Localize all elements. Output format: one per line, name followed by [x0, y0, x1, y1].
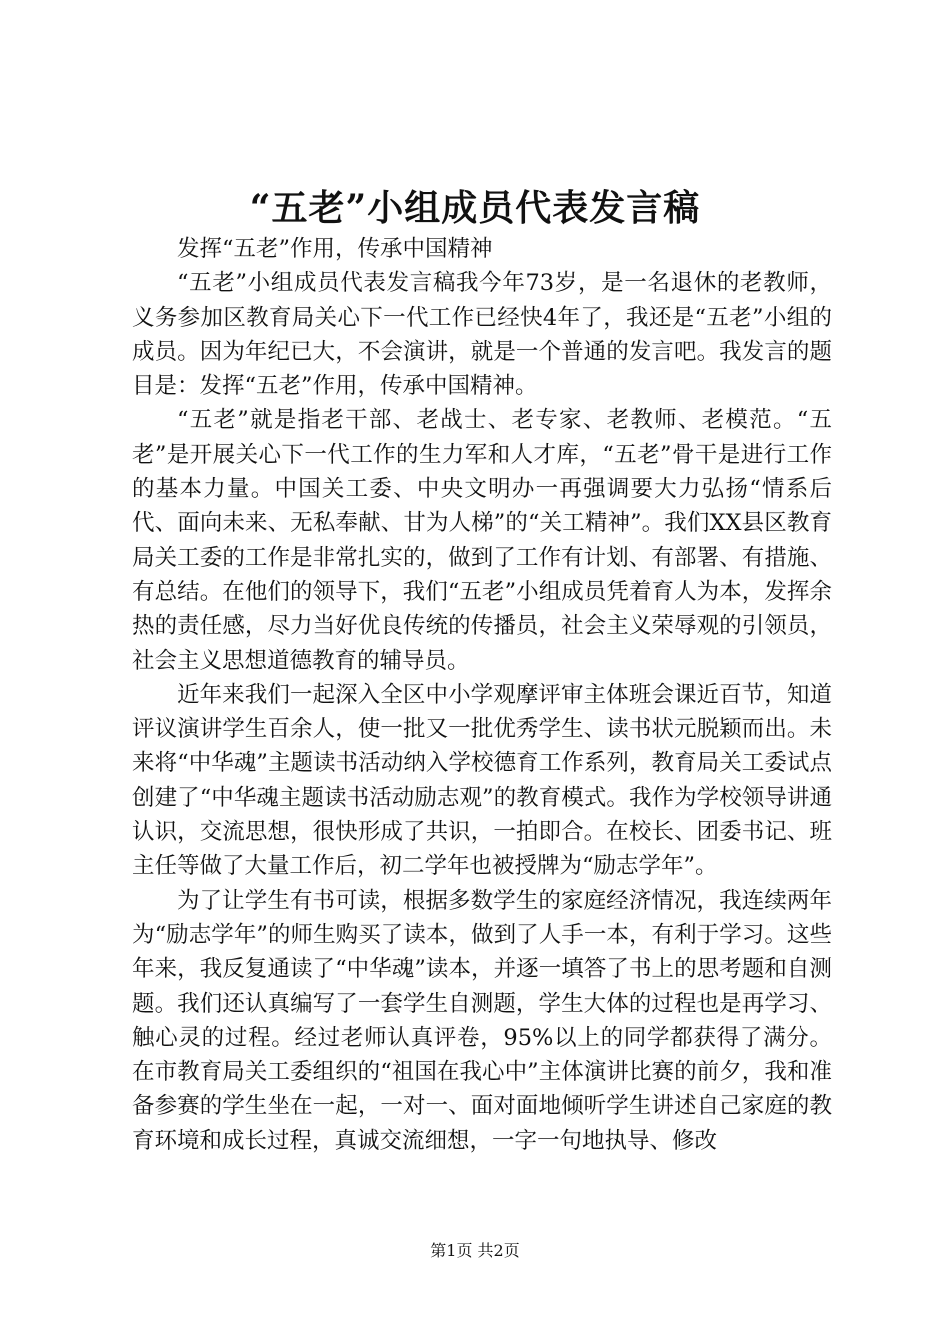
body-paragraph: “五老”就是指老干部、老战士、老专家、老教师、老模范。“五老”是开展关心下一代工作的生力军和人才库，“五老”骨干是进行工作的基本力量。中国关工委、中央文明办一再强调要大力弘扬“情系后代、面向未来、无私奉献、甘为人梯”的“关工精神”。我们XX县区教育局关工委的工作是非常扎实的，做到了工作有计划、有部署、有措施、有总结。在他们的领导下，我们“五老”小组成员凭着育人为本，发挥余热的责任感，尽力当好优良传统的传播员，社会主义荣辱观的引领员，社会主义思想道德教育的辅导员。 — [132, 407, 832, 674]
page-number-footer: 第1页 共2页 — [430, 1241, 520, 1260]
subtitle-paragraph: 发挥“五老”作用，传承中国精神 — [177, 236, 493, 262]
document-title: “五老”小组成员代表发言稿 — [249, 187, 701, 229]
document-body — [132, 232, 832, 1158]
body-paragraph: “五老”小组成员代表发言稿我今年73岁，是一名退休的老教师，义务参加区教育局关心下一代工作已经快4年了，我还是“五老”小组的成员。因为年纪已大，不会演讲，就是一个普通的发言吧。我发言的题目是：发挥“五老”作用，传承中国精神。 — [132, 270, 832, 400]
body-paragraph: 近年来我们一起深入全区中小学观摩评审主体班会课近百节，知道评议演讲学生百余人，使一批又一批优秀学生、读书状元脱颖而出。未来将“中华魂”主题读书活动纳入学校德育工作系列，教育局关工委试点创建了“中华魂主题读书活动励志观”的教育模式。我作为学校领导讲通认识，交流思想，很快形成了共识，一拍即合。在校长、团委书记、班主任等做了大量工作后，初二学年也被授牌为“励志学年”。 — [132, 681, 832, 880]
body-paragraph: 为了让学生有书可读，根据多数学生的家庭经济情况，我连续两年为“励志学年”的师生购买了读本，做到了人手一本，有利于学习。这些年来，我反复通读了“中华魂”读本，并逐一填答了书上的思考题和自测题。我们还认真编写了一套学生自测题，学生大体的过程也是再学习、触心灵的过程。经过老师认真评卷，95%以上的同学都获得了满分。在市教育局关工委组织的“祖国在我心中”主体演讲比赛的前夕，我和准备参赛的学生坐在一起，一对一、面对面地倾听学生讲述自己家庭的教育环境和成长过程，真诚交流细想，一字一句地执导、修改 — [132, 887, 832, 1154]
